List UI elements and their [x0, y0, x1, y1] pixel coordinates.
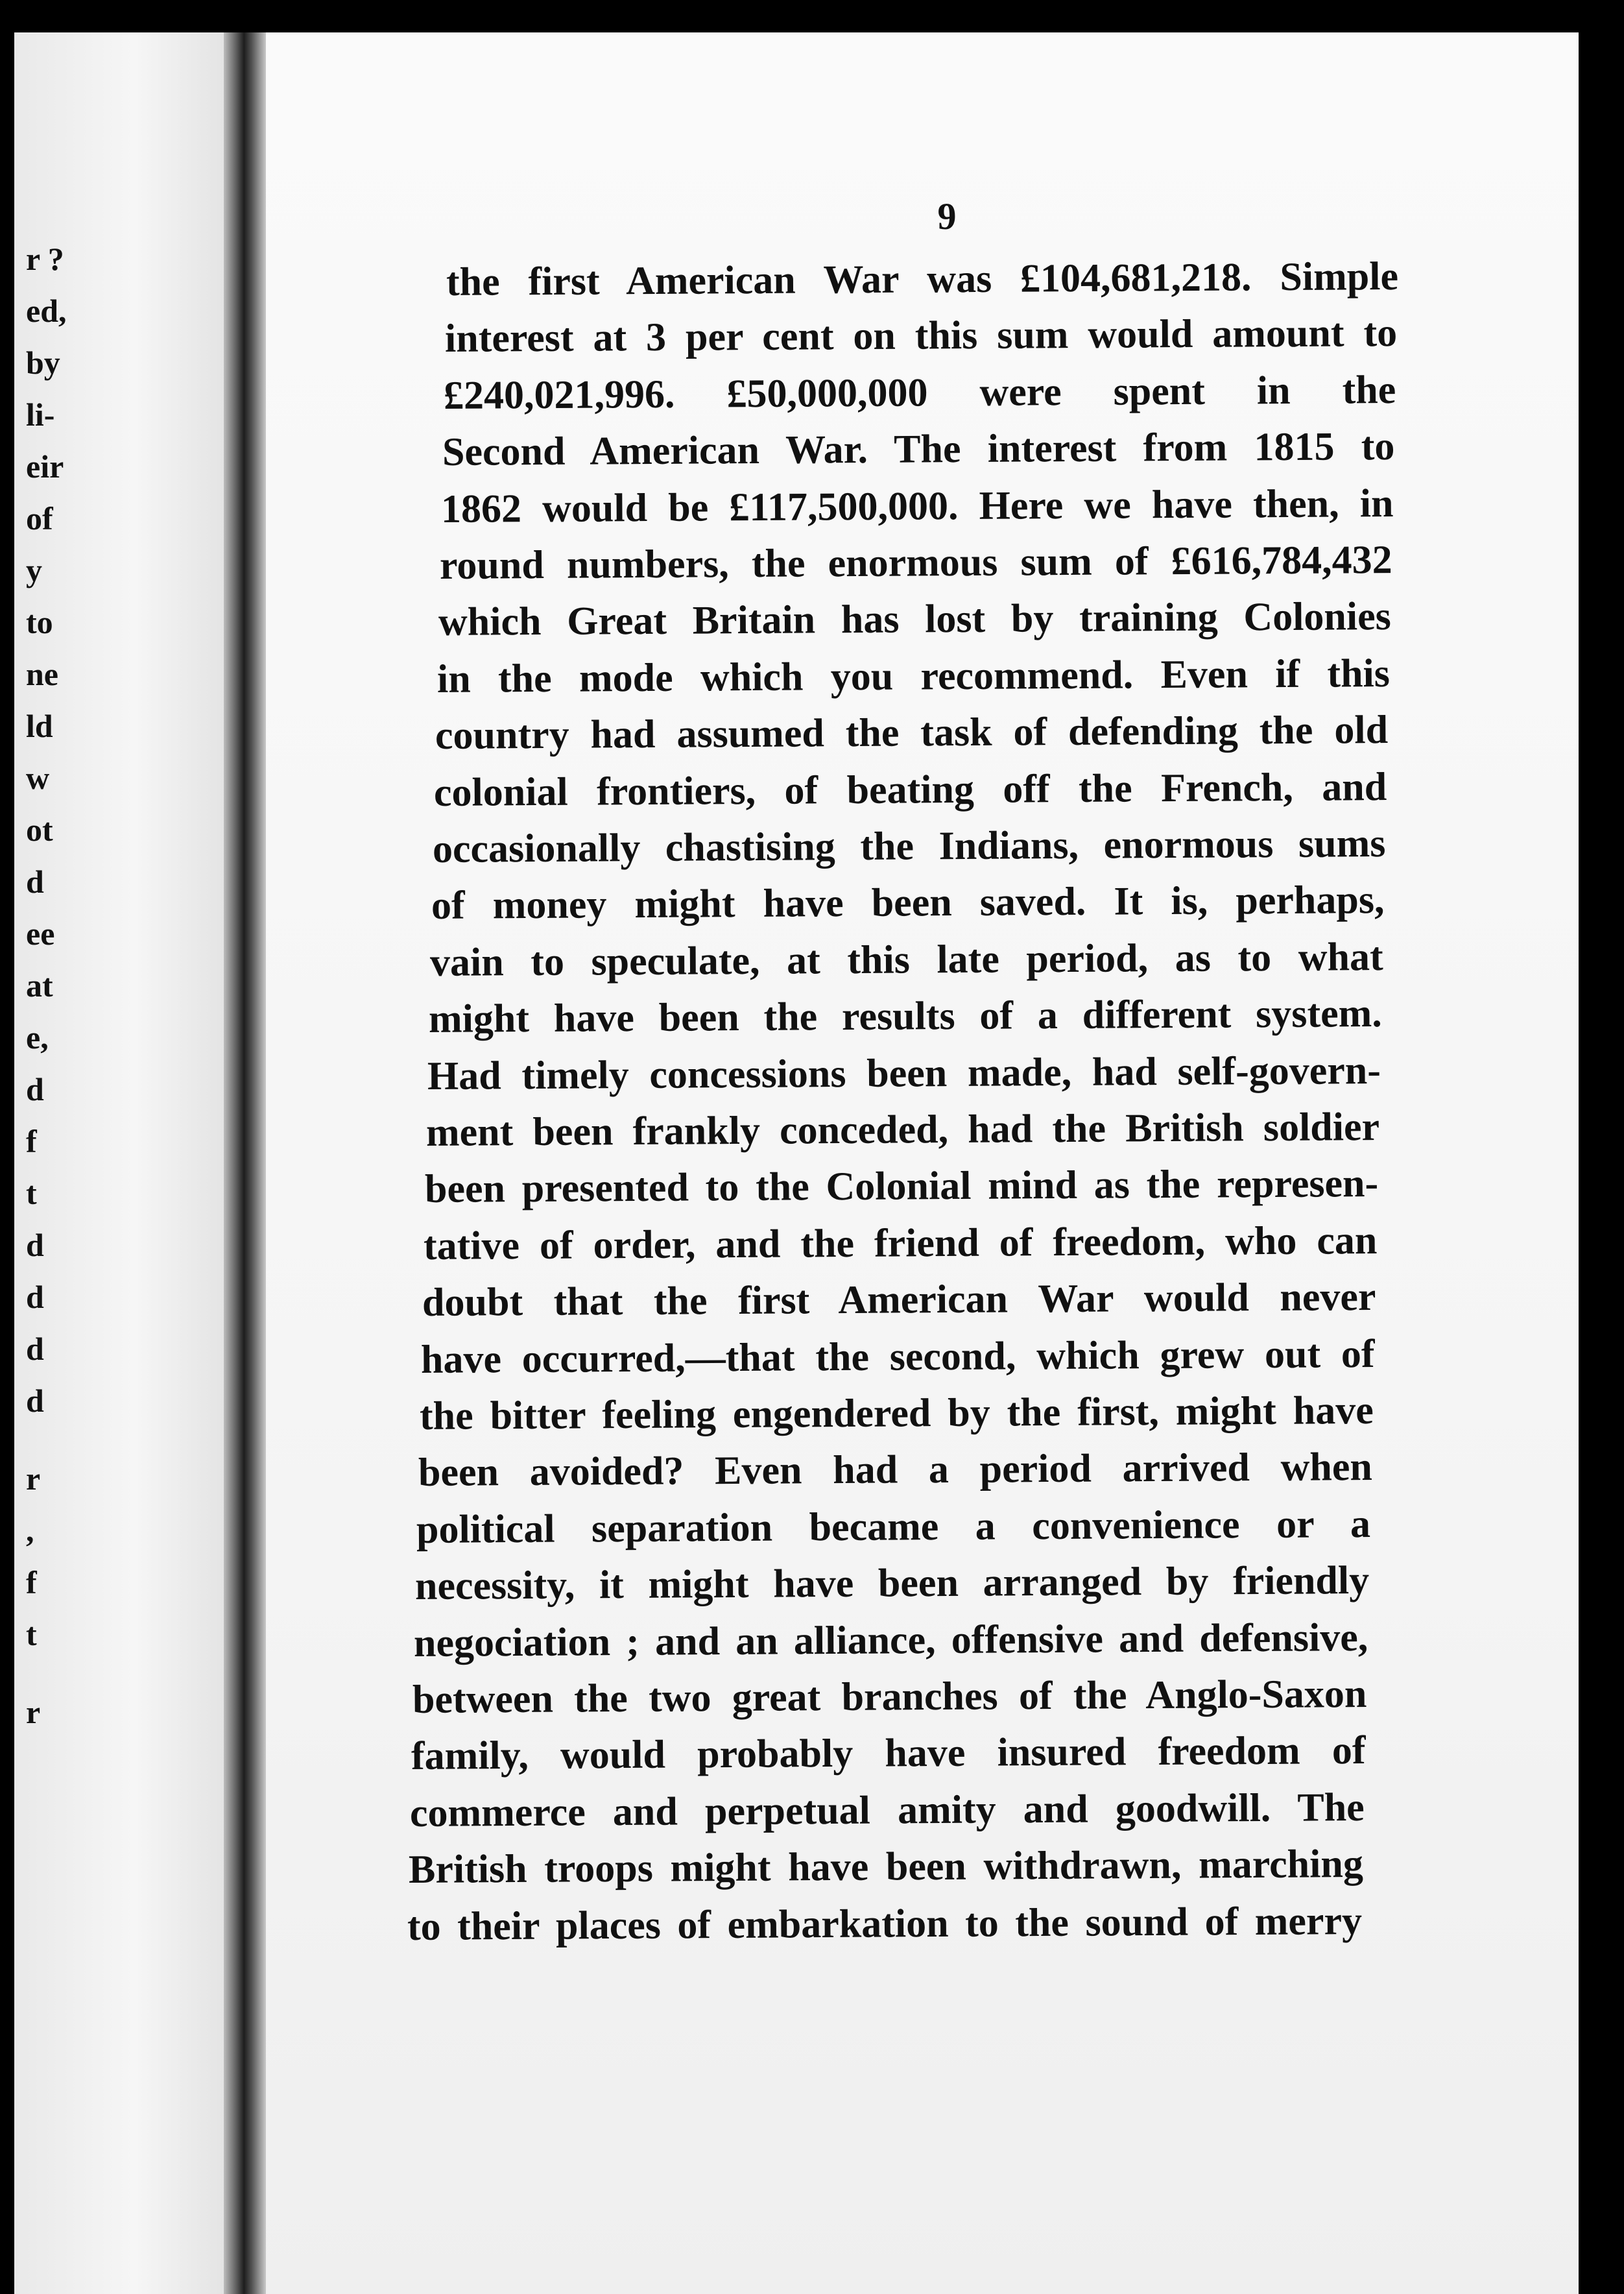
facing-page-line-end: of: [26, 500, 53, 537]
text-line: commerce and perpetual amity and goodwill. The: [409, 1785, 1365, 1835]
facing-page-line-end: at: [26, 967, 53, 1004]
text-line: doubt that the first American War would never: [422, 1275, 1376, 1325]
facing-page-line-end: e,: [26, 1019, 49, 1056]
facing-page-line-end: f: [26, 1123, 37, 1159]
text-line: between the two great branches of the Anglo-Saxon: [412, 1672, 1367, 1722]
facing-page-line-end: by: [26, 344, 60, 381]
facing-page-line-end: d: [26, 863, 44, 900]
facing-page-line-end: ,: [26, 1512, 34, 1549]
facing-page-line-end: ed,: [26, 293, 67, 329]
text-line: Had timely concessions been made, had self-govern-: [427, 1048, 1381, 1098]
facing-page-line-end: d: [26, 1227, 44, 1263]
facing-page-line-end: ne: [26, 656, 58, 692]
facing-page-line-end: to: [26, 604, 53, 640]
text-line: which Great Britain has lost by training Colonies: [438, 594, 1391, 645]
text-line: occasionally chastising the Indians, enormous sums: [433, 821, 1386, 871]
facing-page-text: [14, 32, 233, 2294]
book-gutter: [224, 32, 266, 2294]
text-line: political separation became a convenience or a: [416, 1501, 1371, 1552]
text-line: British troops might have been withdrawn, marching: [408, 1842, 1364, 1892]
facing-page-line-end: f: [26, 1564, 37, 1600]
facing-page-line-end: t: [26, 1616, 37, 1652]
text-line: been avoided? Even had a period arrived when: [418, 1445, 1372, 1495]
text-line: might have been the results of a different system.: [428, 991, 1383, 1042]
scan-border-left: [0, 0, 14, 2294]
text-line: negociation ; and an alliance, offensive and defensive,: [414, 1615, 1368, 1665]
book-page: [266, 32, 1579, 2294]
text-line: colonial frontiers, of beating off the French, and: [434, 764, 1387, 815]
facing-page-line-end: r: [26, 1460, 41, 1497]
text-line: family, would probably have insured freedom of: [411, 1728, 1366, 1779]
facing-page-line-end: eir: [26, 448, 64, 485]
text-line: 1862 would be £117,500,000. Here we have then, in: [440, 481, 1394, 531]
text-line: country had assumed the task of defending the old: [435, 708, 1389, 758]
text-line: the bitter feeling engendered by the first, might have: [419, 1388, 1374, 1438]
text-line: have occurred,—that the second, which grew out of: [420, 1331, 1375, 1382]
facing-page-line-end: w: [26, 760, 50, 796]
facing-page-line-end: r: [26, 1694, 41, 1730]
facing-page-line-end: y: [26, 552, 42, 588]
text-line: interest at 3 per cent on this sum would amount to: [444, 311, 1398, 361]
text-line: round numbers, the enormous sum of £616,784,432: [439, 538, 1392, 588]
text-line: of money might have been saved. It is, perhaps,: [431, 878, 1385, 928]
text-line: been presented to the Colonial mind as the represen-: [424, 1161, 1379, 1212]
facing-page-line-end: ld: [26, 708, 53, 744]
text-line: tative of order, and the friend of freedom, who can: [423, 1218, 1378, 1268]
text-line: £240,021,996. £50,000,000 were spent in the: [443, 367, 1396, 418]
facing-page-line-end: ee: [26, 915, 55, 952]
scan-border-top: [0, 0, 1624, 32]
facing-page-line-end: t: [26, 1175, 37, 1211]
facing-page-fragment: [14, 32, 233, 2294]
facing-page-line-end: ot: [26, 812, 53, 848]
text-line: to their places of embarkation to the sound of merry: [407, 1898, 1363, 1949]
text-line: ment been frankly conceded, had the British soldier: [425, 1105, 1380, 1155]
text-line: Second American War. The interest from 1815 to: [442, 424, 1395, 475]
facing-page-line-end: r ?: [26, 241, 64, 277]
page-body-text: [266, 32, 1579, 2294]
page-number: 9: [937, 195, 957, 237]
scan-border-right: [1579, 0, 1624, 2294]
text-line: the first American War was £104,681,218. Simple: [446, 254, 1399, 304]
facing-page-line-end: d: [26, 1382, 44, 1419]
facing-page-line-end: d: [26, 1279, 44, 1315]
facing-page-line-end: d: [26, 1331, 44, 1367]
facing-page-line-end: li-: [26, 396, 55, 433]
text-line: necessity, it might have been arranged by friendly: [415, 1558, 1370, 1609]
text-line: in the mode which you recommend. Even if this: [436, 651, 1390, 701]
text-line: vain to speculate, at this late period, as to what: [429, 934, 1383, 985]
facing-page-line-end: d: [26, 1071, 44, 1107]
